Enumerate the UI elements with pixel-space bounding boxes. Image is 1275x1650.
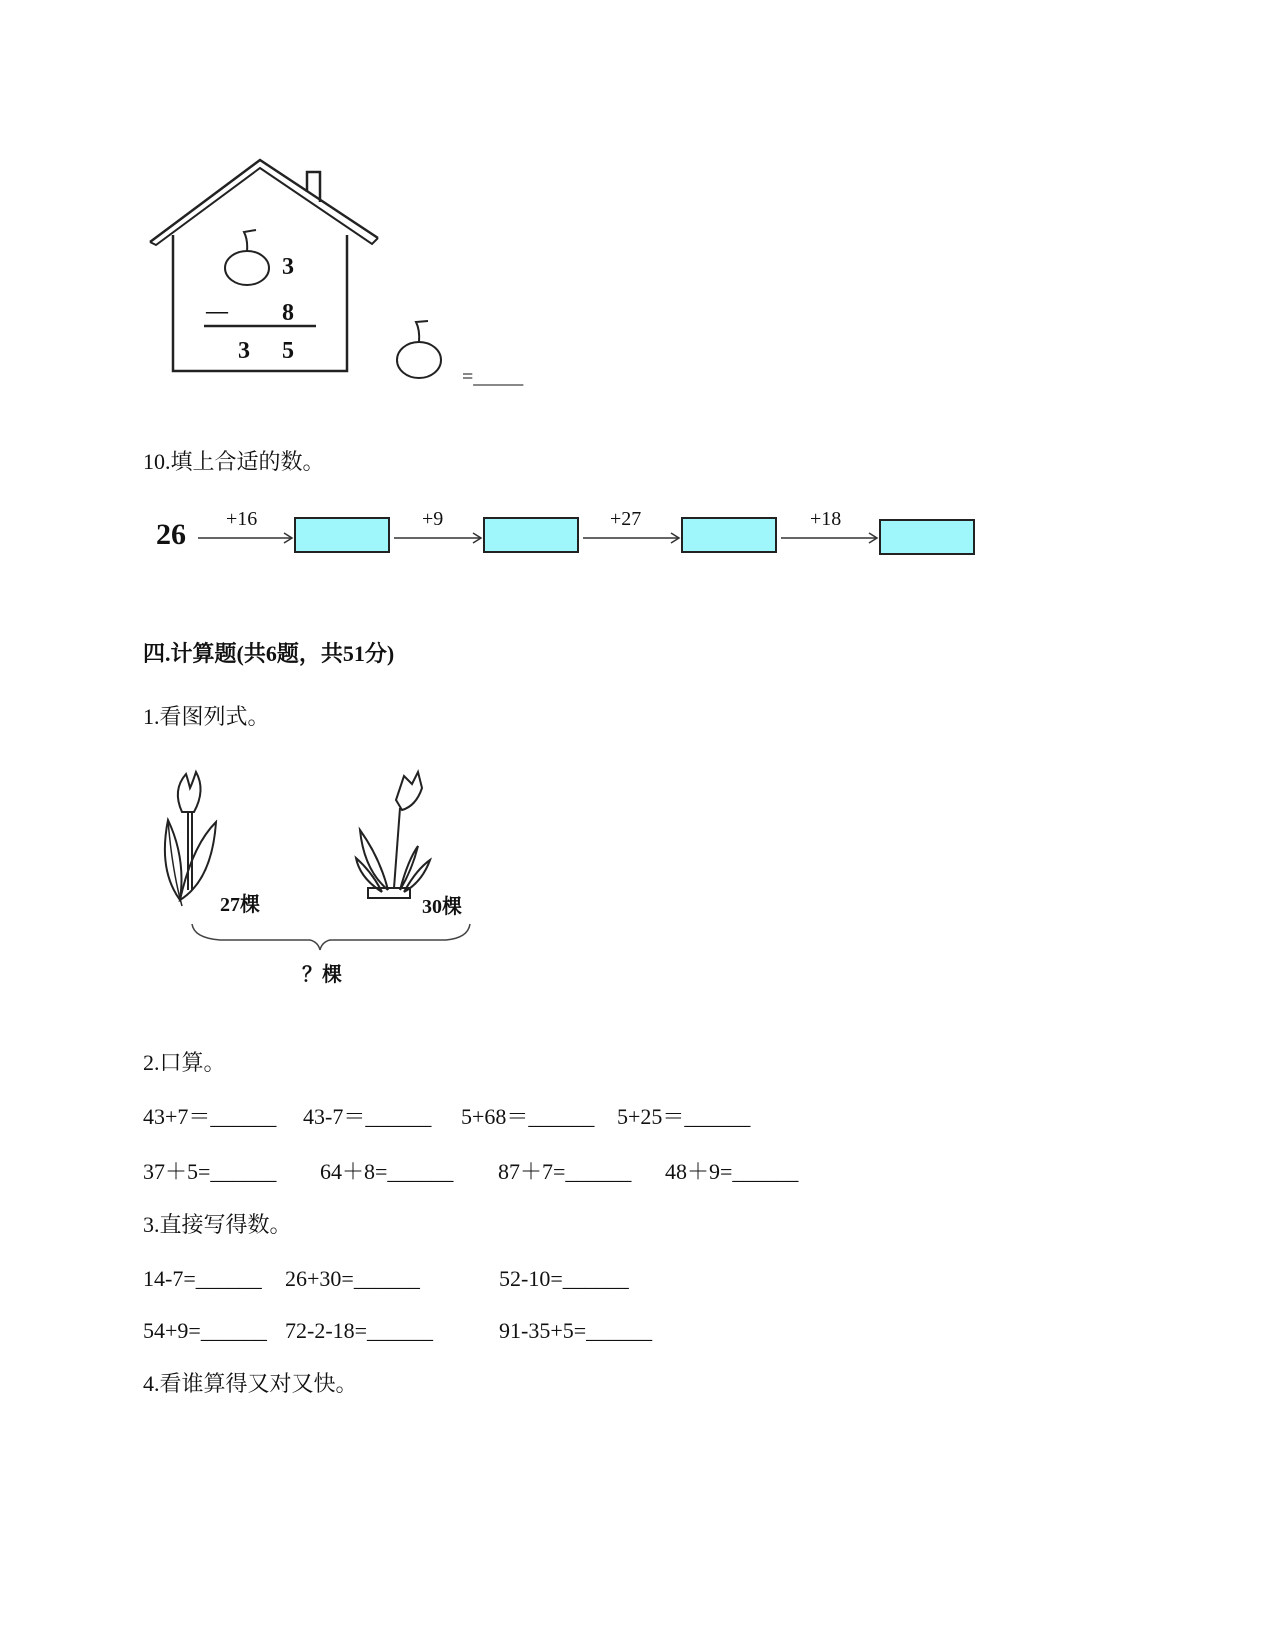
q10-step-4: +18 [810,508,842,530]
apple-icon [393,318,448,383]
q1-left-count: 27棵 [220,894,260,916]
q2-item: 37＋5=______ [143,1159,277,1184]
q2-item: 5+68＝______ [461,1104,595,1129]
q1-title: 1.看图列式。 [143,704,270,729]
q4-title: 4.看谁算得又对又快。 [143,1371,358,1396]
q1-figure [150,760,480,990]
q10-answer-box-4[interactable] [879,519,975,555]
q10-step-2: +9 [422,508,444,530]
house-result-tens: 3 [238,338,250,364]
q10-answer-box-2[interactable] [483,517,579,553]
q3-item: 72-2-18=______ [285,1318,434,1343]
house-result-ones: 5 [282,338,294,364]
q2-title: 2.口算。 [143,1050,226,1075]
q2-item: 64＋8=______ [320,1159,454,1184]
q10-answer-box-1[interactable] [294,517,390,553]
house-digit-subtrahend: 8 [282,300,294,326]
q1-right-count: 30棵 [422,896,462,918]
q3-item: 91-35+5=______ [499,1318,653,1343]
q10-step-3: +27 [610,508,642,530]
q3-item: 26+30=______ [285,1266,420,1291]
q3-item: 14-7=______ [143,1266,262,1291]
q2-item: 43+7＝______ [143,1104,277,1129]
house-figure [140,150,400,390]
house-drawing [140,150,400,390]
q1-total-label: ？棵 [302,964,342,986]
q10-flow-chart [150,500,1010,570]
q2-item: 87＋7=______ [498,1159,632,1184]
q3-title: 3.直接写得数。 [143,1212,292,1237]
q10-start-number: 26 [156,518,186,551]
q3-item: 54+9=______ [143,1318,267,1343]
q2-item: 5+25＝______ [617,1104,751,1129]
house-digit-top: 3 [282,254,294,280]
section4-heading: 四.计算题(共6题，共51分) [143,641,395,666]
house-minus-sign: — [206,298,228,323]
flower-drawing [150,760,480,990]
q2-item: 43-7＝______ [303,1104,432,1129]
q10-step-1: +16 [226,508,258,530]
q3-item: 52-10=______ [499,1266,629,1291]
q10-answer-box-3[interactable] [681,517,777,553]
q10-title: 10.填上合适的数。 [143,449,325,474]
q2-item: 48＋9=______ [665,1159,799,1184]
house-answer-blank: =_____ [462,366,524,388]
